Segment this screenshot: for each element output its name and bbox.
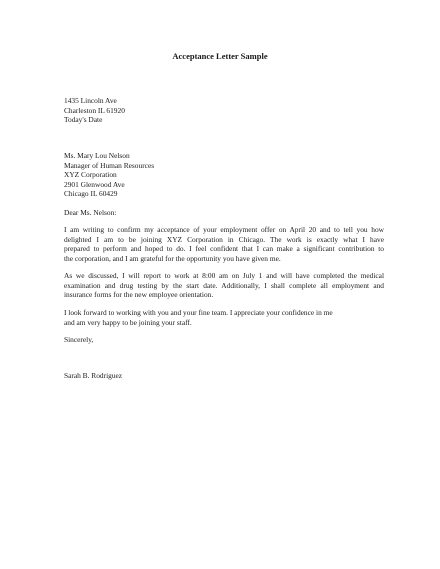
recipient-address (64, 151, 384, 199)
paragraph-line: and am very happy to be joining your staff. (64, 317, 192, 327)
sender-address-line: 1435 Lincoln Ave (64, 96, 117, 105)
paragraph-line: I am writing to confirm my acceptance of your employment offer on April 20 and to tell you how (64, 225, 384, 234)
salutation-text: Dear Ms. Nelson: (64, 208, 117, 217)
recipient-address-line: XYZ Corporation (64, 170, 117, 180)
recipient-address-line: 2901 Glenwood Ave (64, 179, 125, 189)
body-paragraph-3 (64, 308, 384, 327)
paragraph-line: As we discussed, I will report to work at 8:00 am on July 1 and will have completed the medical (64, 271, 384, 280)
paragraph-line: insurance forms for the new employee orientation. (64, 290, 214, 300)
sender-address-line: Charleston IL 61920 (64, 105, 125, 115)
closing (64, 335, 384, 345)
body-paragraph-2 (64, 271, 384, 300)
salutation (64, 208, 384, 218)
paragraph-line: delighted I am to be joining XYZ Corporation in Chicago. The work is exactly what I have (64, 234, 384, 244)
paragraph-line: prepared to perform and hoped to do. I feel confident that I can make a significant contribution to (64, 244, 384, 254)
recipient-address-line: Manager of Human Resources (64, 160, 155, 170)
sender-address (64, 96, 384, 125)
paragraph-line: examination and drug testing by the start date. Additionally, I shall complete all employment and (64, 280, 384, 290)
recipient-address-line: Chicago IL 60429 (64, 189, 118, 199)
signature (64, 371, 384, 381)
recipient-address-line: Ms. Mary Lou Nelson (64, 151, 130, 160)
signature-name: Sarah B. Rodriguez (64, 371, 123, 380)
paragraph-line: I look forward to working with you and your fine team. I appreciate your confidence in me (64, 308, 333, 317)
sender-address-line: Today's Date (64, 115, 103, 125)
document-title: Acceptance Letter Sample (172, 51, 268, 61)
paragraph-line: the corporation, and I am grateful for the opportunity you have given me. (64, 253, 281, 263)
closing-text: Sincerely, (64, 335, 94, 344)
body-paragraph-1 (64, 225, 384, 263)
